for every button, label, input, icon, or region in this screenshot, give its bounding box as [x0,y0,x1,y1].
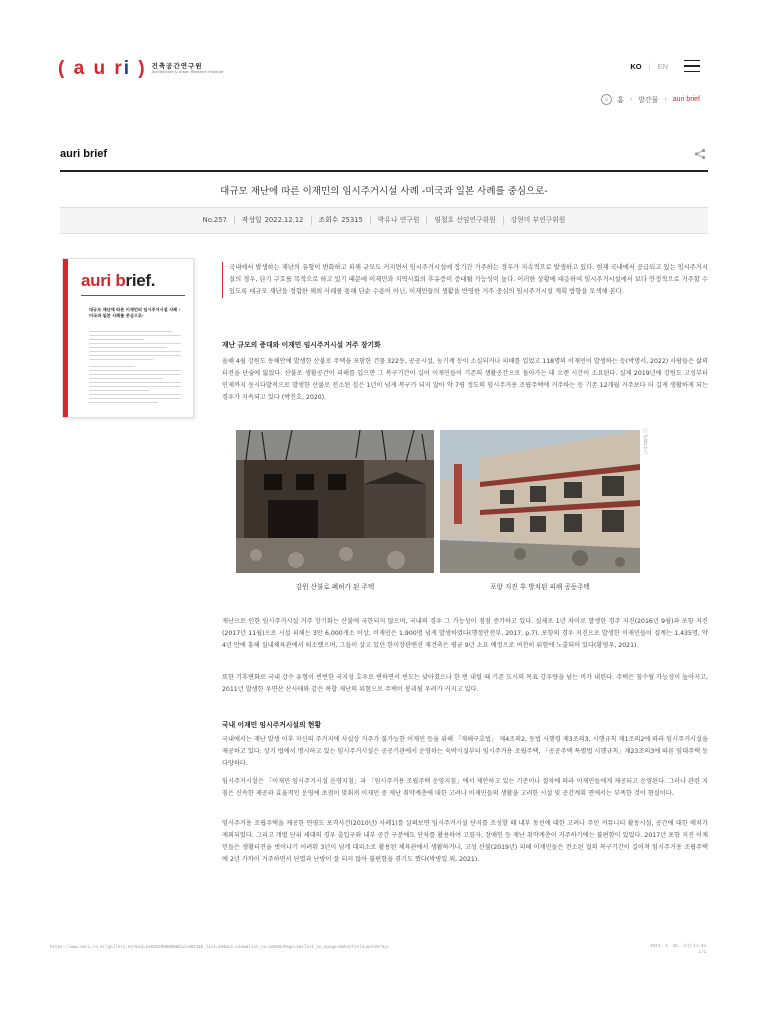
cover-divider [81,295,185,296]
language-switcher [630,62,668,71]
hamburger-menu-icon[interactable] [684,60,700,72]
cover-body-text [89,331,181,406]
section-divider [60,170,708,172]
paragraph: 임시주거용 조립주택을 제공한 연평도 포격사건(2010년) 사례1)를 살펴보면 임시주거시설 단지를 조성할 때 내부 동선에 대한 고려나 주민 커뮤니티 활동시설, 공간에 대한 배치가 제외되었다. 그리고 개별 단위 세대의 경우 출입구와 내부 공간 구분에도 단차를 활용하여 고령자, 장애인 등 재난 취약계층이 거주하기에는 불편함이 있었다. 2017년 포항 지진 이재민들은 생활터전을 벗어나기 어려워 3년이 넘게 대피소로 활용된 체육관에서 생활하거나, 고성 산불(2019년) 피해 이재민들은 전소된 집의 복구기간이 길어져 임시주거용 조립주택에 2년 가까이 거주하면서 단열과 난방이 잘 되지 않아 불편함을 겪기도 했다(박병일 외, 2021). [222,820,708,863]
share-icon[interactable] [694,148,706,160]
lang-en[interactable]: EN [657,62,668,71]
subheading: 재난 규모의 증대와 이재민 임시주거시설 거주 장기화 [222,341,381,349]
article-meta-bar [60,207,708,234]
breadcrumb-publications[interactable]: 발간물 [638,96,659,104]
logo-text [152,63,224,75]
auri-logo[interactable] [58,58,223,80]
meta-author: 강현미 부연구위원 [503,216,573,225]
paragraph: 국내에서는 재난 발생 이후 자신의 주거지에 사실상 거주가 불가능한 이재민 등을 위해 「재해구호법」 제4조의2, 동법 시행령 제3조의3, 시행규칙 제1조의2에 따라 임시주거시설을 제공하고 있다. 상기 법에서 명시하고 있는 임시주거시설은 공공기관에서 운영하는 숙박시설부터 임시주거용 조립주택, 「공공주택 특별법 시행규칙」제23조의3에 따른 임대주택 등 다양하다. [222,736,708,767]
article-title: 대규모 재난에 따른 이재민의 임시주거시설 사례 -미국과 일본 사례를 중심으로- [220,186,548,197]
brief-cover-thumbnail[interactable] [62,258,194,418]
cover-accent-strip [63,259,68,417]
paragraph: 또한 기후변화로 국내 강수 유형이 빈번한 국지성 호우로 변하면서 빈도는 낮아졌으나 한 번 내릴 때 기존 도시의 목표 강우량을 넘는 비가 내린다. 주택은 침수될 가능성이 높아지고, 2011년 발생한 우면산 산사태와 같은 복합 재난의 위험으로 주택이 붕괴될 우려가 커지고 있다. [222,674,708,693]
cover-title: 대규모 재난에 따른 이재민의 임시주거시설 사례 -미국과 일본 사례를 중심으로- [89,307,181,318]
logo-korean: 건축공간연구원 [151,61,203,70]
meta-number: No.257 [202,216,227,224]
chevron-right-icon: › [664,96,667,103]
photo-caption: 포항 지진 후 방치된 피해 공동주택 [490,583,590,591]
breadcrumb-current[interactable]: auri brief [672,96,700,103]
paragraph: 임시주거시설은 「이재민 임시주거시설 운영지침」과 「임시주거용 조립주택 운영지침」에서 제안하고 있는 기준이나 절차에 따라 이재민들에게 제공되고 운영된다. 그러나 관련 지침은 신속한 제공과 효율적인 운영에 초점이 맞춰져 이재민 중 재난 취약계층에 대한 고려나 이재민들의 생활을 고려한 시설 및 공간계획 면에서는 부족한 것이 현실이다. [222,778,708,797]
paragraph: 올해 4월 강원도 동해안에 발생한 산불로 주택을 포함한 건물 322동, 공공시설, 농기계 등이 소실되거나 피해를 입었고 118명의 이재민이 발생하는 등(박명서, 2022) 사람들은 삶의 터전을 단숨에 잃었다. 산불로 생활공간이 피해를 입으면 그 복구기간이 길어 이재민들이 기존의 생활공간으로 돌아가는 데 오랜 시간이 소요된다. 실제 2019년에 강원도 고성부터 인제까지 동시다발적으로 발생한 산불로 전소된 집은 1년이 넘게 복구가 되지 않아 약 7평 정도의 임시주거용 조립주택에 거주하는 등 기존 12개월 거주보다 더 길게 생활하게 되는 경우가 지속되고 있다 (박진호, 2020). [222,358,708,401]
print-footer-date: 2023. 4. 25. 오전 11:04 1/1 [650,945,706,955]
breadcrumb [601,94,700,105]
paragraph: 재난으로 인한 임시주거시설 거주 장기화는 산불에 국한되지 않으며, 국내의 경우 그 가능성이 점점 증가하고 있다. 실제로 1년 차이로 발생한 경주 지진(2016년 9월)과 포항 지진(2017년 11월)으로 시설 피해는 3만 6,000개소 이상, 이재민은 1,900명 넘게 발생하였다(행정안전부, 2017, p.7). 포항의 경우 지진으로 발생한 이재민들이 집계는 1,435명, 약 4년 만에 흥해 실내체육관에서 퇴소했으며, 그들이 살고 있던 한미장관맨션 재건축은 평균 9년 소요 예정으로 여전히 위험에 노출되어 있다(황영우, 2021). [222,618,708,649]
chevron-right-icon: › [629,96,633,103]
meta-author: 박유나 연구원 [370,216,427,225]
lang-ko[interactable]: KO [630,62,642,71]
meta-author: 염철호 선임연구위원 [426,216,502,225]
photo-fire-ruined-house [236,430,434,573]
article-intro: 국내에서 발생하는 재난의 유형이 변화하고 피해 규모도 커지면서 임시주거시설에 장기간 거주하는 경우가 지속적으로 발생하고 있다. 현재 국내에서 공급되고 있는 임시주거시설의 경우, 단기 구호를 목적으로 하고 있기 때문에 이재민과 지역사회의 후유증이 증대될 가능성이 높다. 이러한 상황에 대응하여 임시주거시설에서 보다 안정적으로 거주할 수 있도록 대규모 재난을 경험한 해외 사례를 통해 단순 수용이 아닌, 이재민들의 생활을 반영한 거주 중심의 임시주거시설 계획 방향을 모색해 본다. [222,262,708,298]
logo-mark: ( a u ri ) [58,58,147,79]
meta-views: 조회수 25315 [311,216,370,225]
photo-earthquake-damaged-apartment [440,430,640,573]
breadcrumb-home[interactable]: 홈 [617,96,624,104]
logo-english: Architecture & Urban Research Institute [151,70,224,75]
lang-divider: | [648,62,651,71]
home-icon[interactable]: ⌂ [601,94,612,105]
section-title: auri brief [60,148,108,160]
subheading: 국내 이재민 임시주거시설의 현황 [222,721,322,729]
meta-date: 작성일 2022.12.12 [234,216,311,225]
photo-caption: 강원 산불로 폐허가 된 주택 [295,583,375,591]
cover-brand: auri brief. [81,271,156,290]
photo-credit: ⓒ 연합뉴스 [642,428,648,455]
print-footer-url: https://www.auri.re.kr/gallery.es?mid=a10303000000&bid=0011&b_list=10&act=view&list_no=1883&nPage=1&vlist_no_npage=0&keyField=&orderby= [50,946,390,950]
